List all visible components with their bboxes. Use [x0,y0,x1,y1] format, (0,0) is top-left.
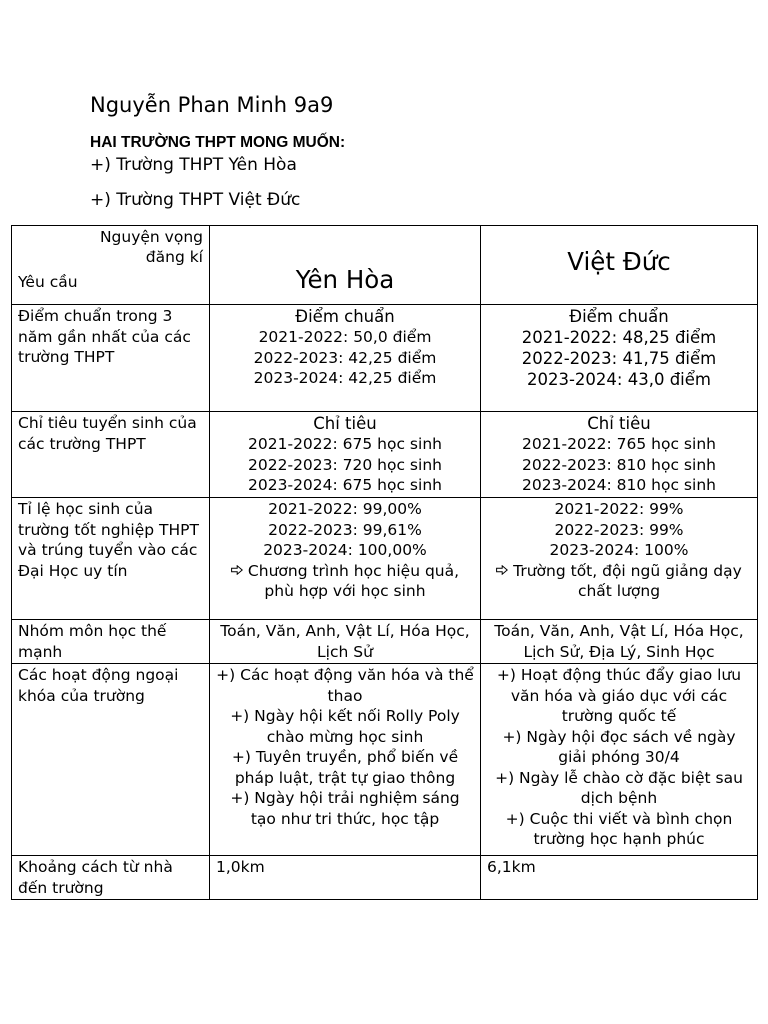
table-header-row [12,226,758,305]
arrow-right-icon [231,565,243,575]
cell-line: 2022-2023: 99% [554,520,684,539]
activity-item: +) Các hoạt động văn hóa và thể thao [216,666,474,705]
cell-line: 2022-2023: 42,25 điểm [253,348,437,367]
cell-line: 2021-2022: 48,25 điểm [521,328,717,347]
viet-duc-benchmark-cell [481,305,758,412]
criterion-cell: Nhóm môn học thế mạnh [12,620,210,664]
criterion-cell: Các hoạt động ngoại khóa của trường [12,664,210,856]
criterion-cell: Chỉ tiêu tuyển sinh của các trường THPT [12,412,210,498]
yen-hoa-distance-cell: 1,0km [210,856,481,900]
viet-duc-distance-cell: 6,1km [481,856,758,900]
cell-line: 2023-2024: 100,00% [263,541,427,559]
viet-duc-rate-cell [481,498,758,620]
arrow-right-icon [496,565,508,575]
table-row-benchmark [12,305,758,412]
cell-line: 2021-2022: 99,00% [268,500,422,518]
cell-note-text: Trường tốt, đội ngũ giảng dạy chất lượng [513,561,742,600]
cell-line: 2023-2024: 42,25 điểm [253,369,437,387]
cell-line: 2023-2024: 810 học sinh [522,476,716,494]
cell-line: 2021-2022: 675 học sinh [248,435,442,453]
column-header-viet-duc: Việt Đức [481,226,758,305]
corner-bottom-label: Yêu cầu [18,273,78,291]
comparison-table [11,225,758,900]
cell-line: 2023-2024: 43,0 điểm [526,370,711,389]
criterion-cell: Tỉ lệ học sinh của trường tốt nghiệp THPT và trúng tuyển vào các Đại Học uy tín [12,498,210,620]
cell-label: Chỉ tiêu [587,414,651,433]
activity-item: +) Hoạt động thúc đẩy giao lưu văn hóa và giáo dục với các trường quốc tế [496,666,742,725]
table-corner-cell [12,226,210,305]
document-heading: HAI TRƯỜNG THPT MONG MUỐN: [90,134,346,151]
criterion-cell: Khoảng cách từ nhà đến trường [12,856,210,900]
cell-line: 2023-2024: 100% [549,541,689,559]
author-name: Nguyễn Phan Minh 9a9 [90,93,334,117]
column-header-yen-hoa: Yên Hòa [210,226,481,305]
activity-item: +) Ngày hội trải nghiệm sáng tạo như tri thức, học tập [230,789,460,828]
table-row-distance [12,856,758,900]
cell-note-text: Chương trình học hiệu quả, phù hợp với học sinh [247,561,460,600]
viet-duc-activities-cell [481,664,758,856]
cell-note [487,561,751,602]
cell-label: Chỉ tiêu [313,414,377,433]
activity-item: +) Ngày hội đọc sách về ngày giải phóng 30/4 [502,727,736,766]
cell-line: 2021-2022: 50,0 điểm [258,328,432,346]
cell-line: 2022-2023: 810 học sinh [522,455,716,474]
cell-line: 2023-2024: 675 học sinh [248,476,442,494]
yen-hoa-quota-cell [210,412,481,498]
table-row-extracurricular [12,664,758,856]
criterion-cell: Điểm chuẩn trong 3 năm gần nhất của các trường THPT [12,305,210,412]
school-choice-2: +) Trường THPT Việt Đức [90,190,301,210]
cell-line: 2022-2023: 720 học sinh [248,455,442,474]
activity-item: +) Ngày lễ chào cờ đặc biệt sau dịch bệnh [495,768,743,807]
viet-duc-subjects-cell: Toán, Văn, Anh, Vật Lí, Hóa Học, Lịch Sử, Địa Lý, Sinh Học [481,620,758,664]
corner-top-line-1: Nguyện vọng [99,228,203,246]
activity-item: +) Cuộc thi viết và bình chọn trường học hạnh phúc [505,809,733,848]
cell-line: 2021-2022: 99% [554,500,684,518]
table-row-graduation-rate [12,498,758,620]
activity-item: +) Tuyên truyền, phổ biến về pháp luật, trật tự giao thông [231,748,459,787]
cell-note [216,561,474,602]
yen-hoa-rate-cell [210,498,481,620]
cell-line: 2022-2023: 41,75 điểm [521,349,717,368]
yen-hoa-benchmark-cell [210,305,481,412]
yen-hoa-activities-cell [210,664,481,856]
corner-top-line-2: đăng kí [145,248,203,266]
school-choice-1: +) Trường THPT Yên Hòa [90,155,297,175]
table-row-strong-subjects [12,620,758,664]
cell-label: Điểm chuẩn [569,307,669,326]
yen-hoa-subjects-cell: Toán, Văn, Anh, Vật Lí, Hóa Học, Lịch Sử [210,620,481,664]
table-row-quota [12,412,758,498]
activity-item: +) Ngày hội kết nối Rolly Poly chào mừng học sinh [230,707,460,746]
cell-line: 2022-2023: 99,61% [268,520,422,539]
cell-line: 2021-2022: 765 học sinh [522,435,716,453]
cell-label: Điểm chuẩn [295,307,395,326]
viet-duc-quota-cell [481,412,758,498]
